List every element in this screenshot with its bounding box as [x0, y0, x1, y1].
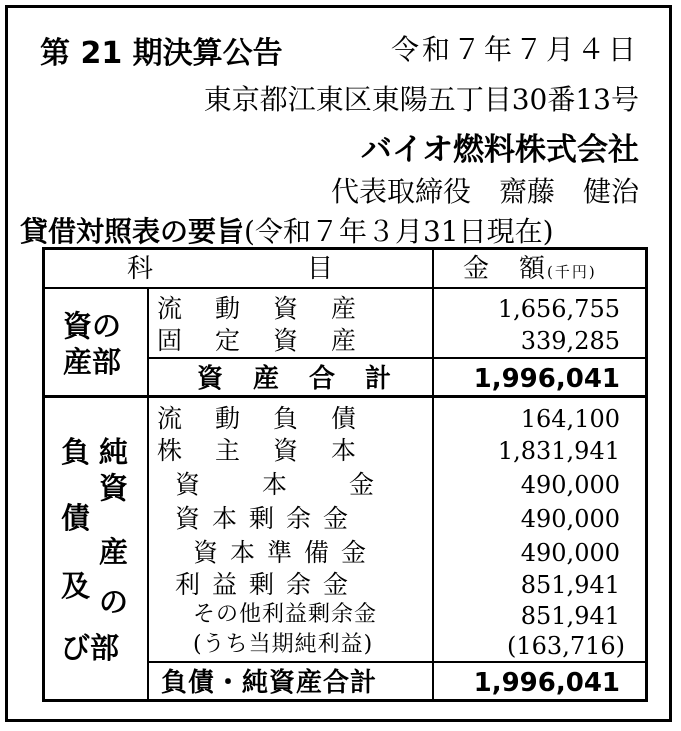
liability-row-amount: 490,000 [520, 471, 620, 499]
liability-row-label: 流 動 負 債 [157, 404, 361, 433]
asset-row-amount: 1,656,755 [497, 295, 620, 323]
company-name: バイオ燃料株式会社 [360, 132, 639, 168]
liabilities-section-divider [147, 397, 149, 699]
representative-name: 代表取締役 齋藤 健治 [330, 175, 639, 208]
net-assets-section-char: 産 [99, 535, 129, 569]
company-address: 東京都江東区東陽五丁目30番13号 [203, 83, 639, 116]
liability-row-amount: 490,000 [520, 505, 620, 533]
amount-column-divider [432, 250, 434, 699]
header-item-label-2: 目 [307, 254, 334, 284]
liability-row-amount: 1,831,941 [497, 437, 620, 465]
liabilities-total-amount: 1,996,041 [473, 668, 620, 698]
header-divider [45, 287, 645, 289]
liability-row-label: その他利益剰余金 [193, 602, 378, 627]
assets-section-end [45, 395, 645, 398]
liabilities-section-char: 負 [61, 435, 91, 469]
liability-row-amount: 851,941 [520, 602, 620, 630]
asset-row-label: 流 動 資 産 [157, 294, 361, 323]
assets-total-label: 資 産 合 計 [197, 364, 394, 394]
liabilities-section-char: 債 [61, 501, 91, 535]
assets-section-label-line2: 産部 [63, 345, 122, 379]
liability-row-amount: 851,941 [520, 571, 620, 599]
liabilities-section-char: 及 [61, 569, 91, 603]
liability-row-label: (うち当期純利益) [193, 632, 374, 657]
balance-sheet-date: (令和７年３月31日現在) [244, 215, 554, 248]
liabilities-total-divider [148, 661, 645, 663]
net-assets-section-char: 資 [99, 471, 129, 505]
assets-total-amount: 1,996,041 [473, 364, 620, 394]
notice-title: 第 21 期決算公告 [40, 36, 283, 71]
assets-section-label-line1: 資の [63, 309, 122, 343]
assets-total-divider [148, 357, 645, 359]
asset-row-amount: 339,285 [520, 327, 620, 355]
liabilities-total-label: 負債・純資産合計 [161, 668, 378, 698]
liability-row-label: 利益剰余金 [175, 570, 361, 599]
header-amount-text: 金 額 [463, 254, 548, 284]
liabilities-section-char: び部 [61, 631, 120, 665]
liability-row-label: 資本剰余金 [175, 504, 361, 533]
liability-row-amount: 164,100 [520, 405, 620, 433]
notice-date: 令和７年７月４日 [390, 33, 639, 66]
balance-sheet-table [42, 247, 648, 702]
liability-row-amount: 490,000 [520, 539, 620, 567]
balance-sheet-title [20, 210, 554, 250]
liability-row-amount: (163,716) [507, 632, 625, 660]
liability-row-label: 資本準備金 [193, 538, 379, 567]
assets-section-divider [147, 288, 149, 397]
asset-row-label: 固 定 資 産 [157, 326, 361, 355]
balance-sheet-title-text: 貸借対照表の要旨 [20, 215, 245, 248]
liability-row-label: 株 主 資 本 [157, 436, 361, 465]
header-amount-label [463, 256, 597, 282]
liability-row-label: 資 本 金 [175, 470, 379, 499]
header-item-label-1: 科 [127, 254, 154, 284]
header-unit: (千円) [547, 263, 597, 281]
net-assets-section-char: の [99, 585, 129, 619]
net-assets-section-char: 純 [99, 435, 129, 469]
